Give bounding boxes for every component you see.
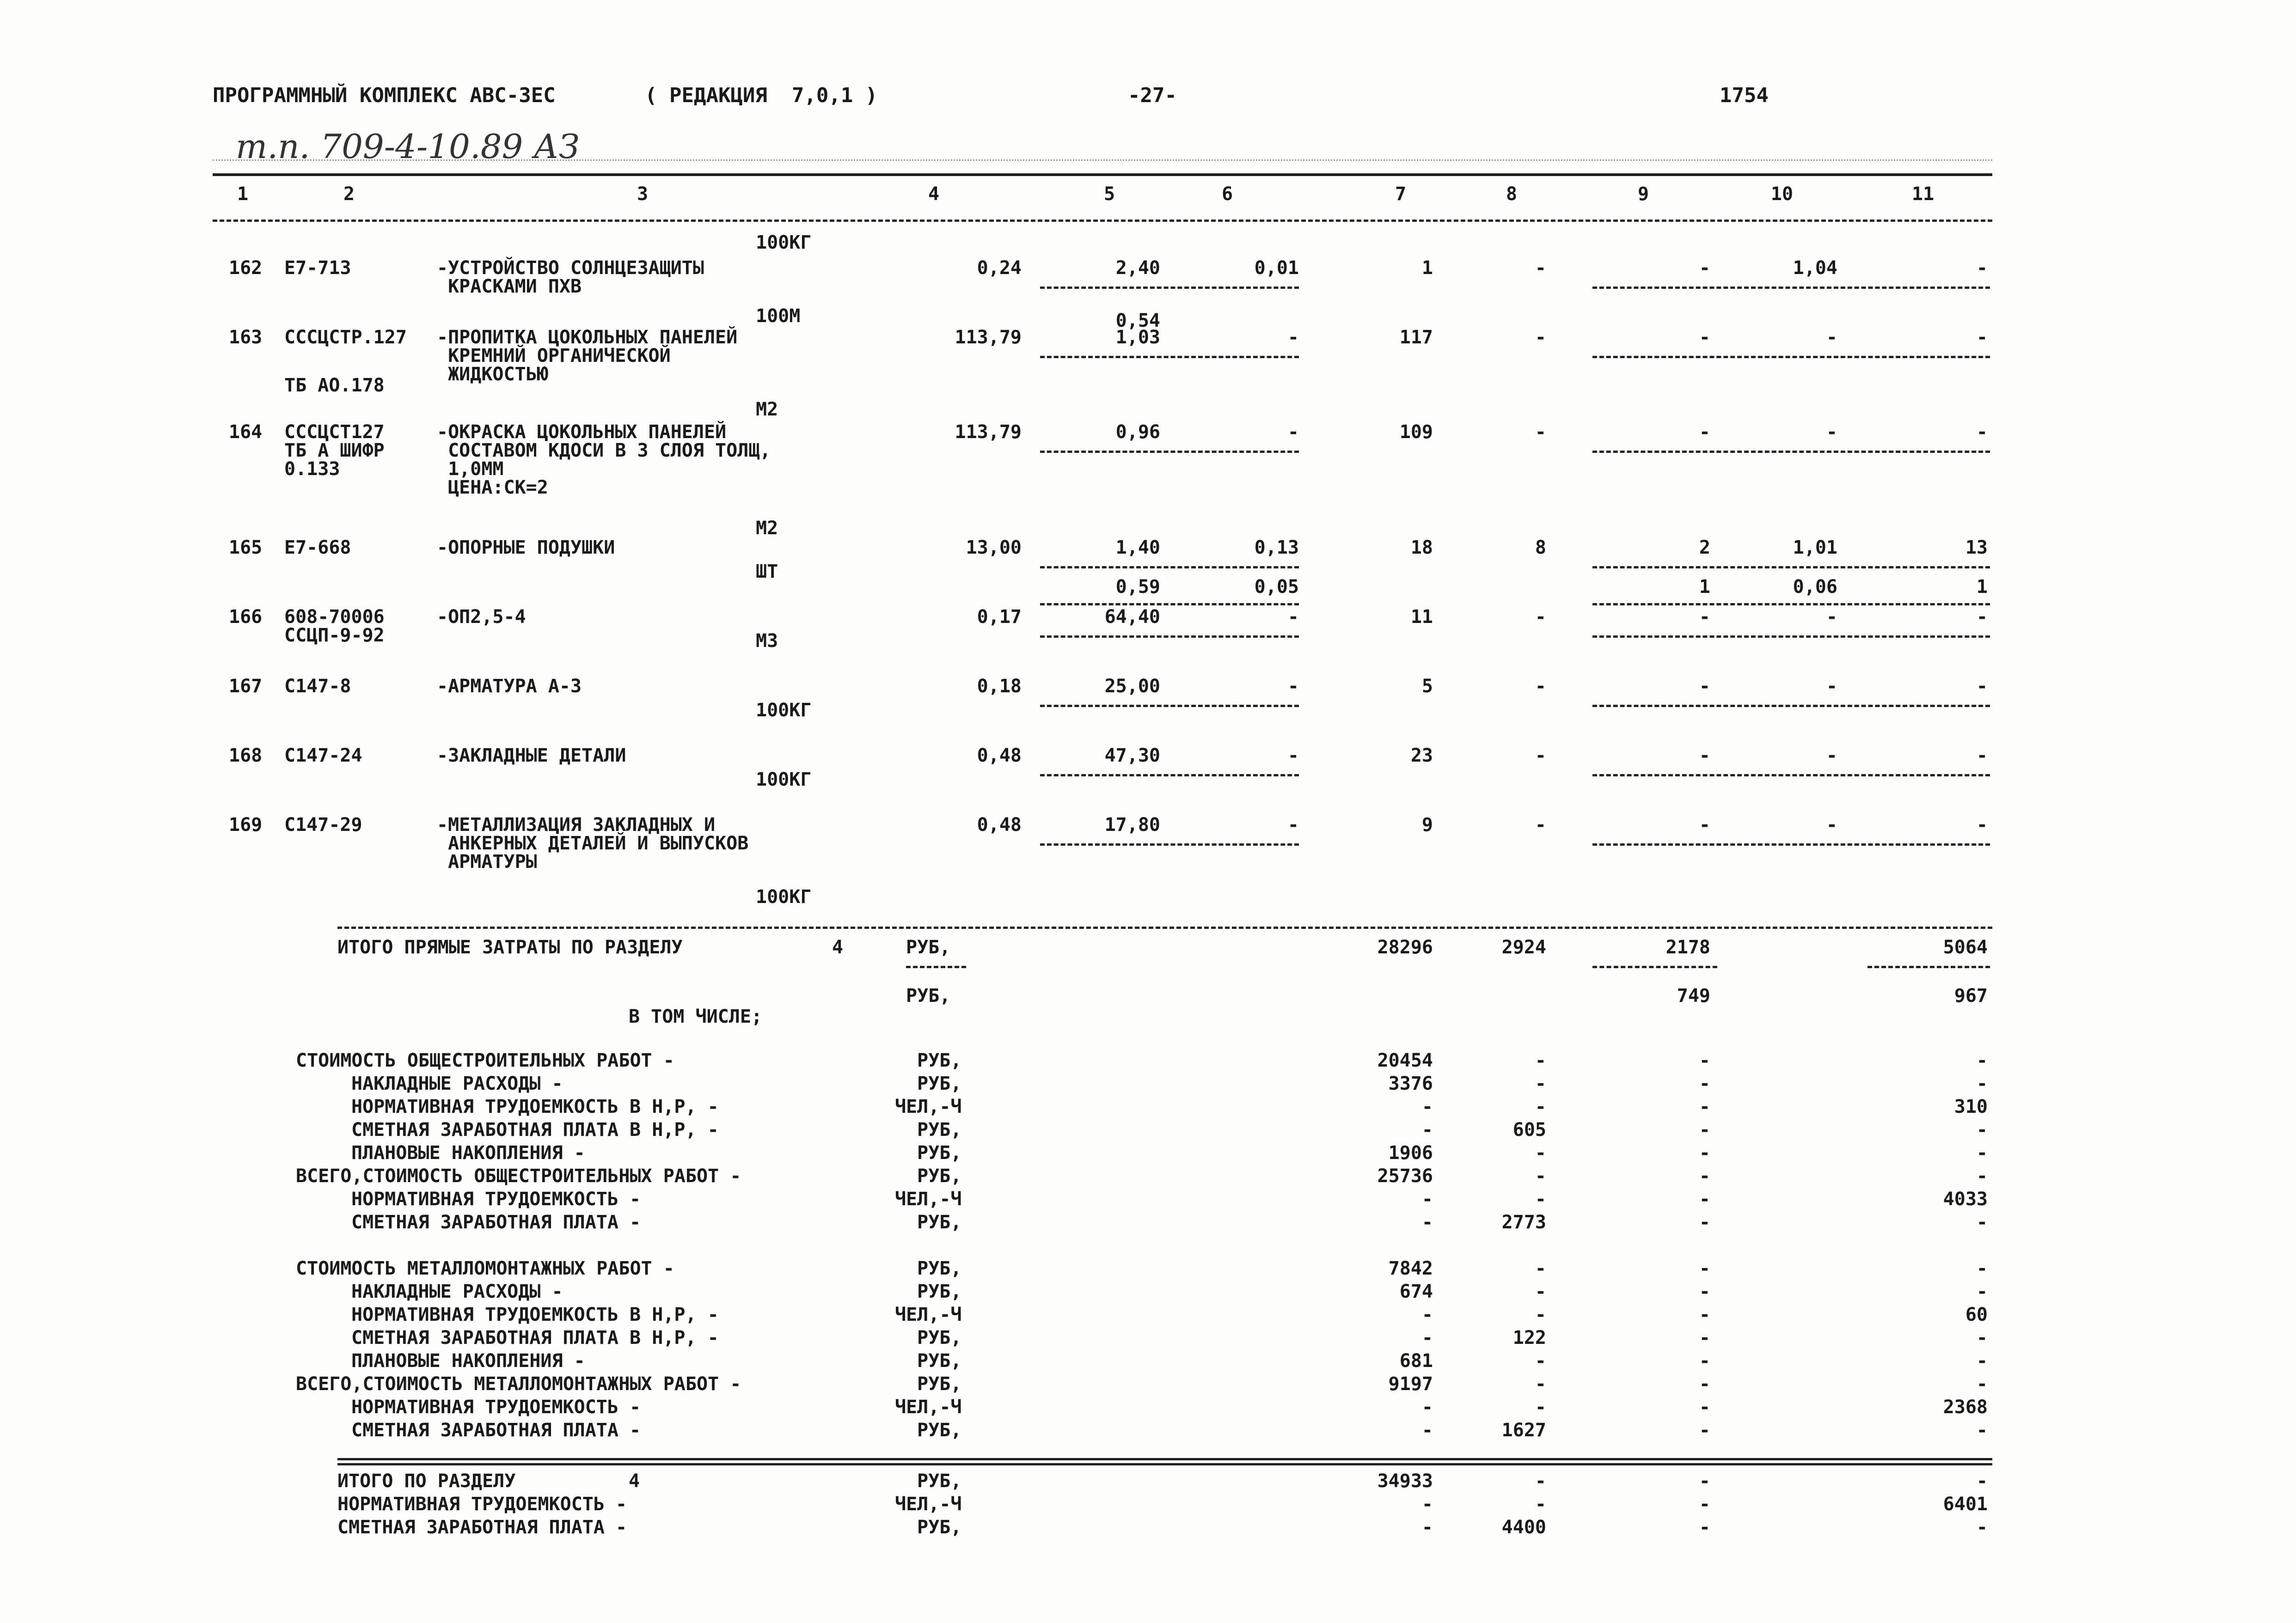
summary-7-unit: РУБ, — [917, 1212, 962, 1233]
summary-4-c7: 1906 — [1388, 1142, 1433, 1164]
final-2-c8: 4400 — [1501, 1517, 1546, 1538]
summary-6-c11: 4033 — [1943, 1189, 1988, 1210]
summary-2-c8: - — [1535, 1096, 1546, 1117]
row-164-code: СССЦСТ127 ТБ А ШИФР 0.133 — [284, 421, 385, 480]
row-163-c10: - — [1826, 327, 1837, 348]
summary-0-unit: РУБ, — [917, 1050, 962, 1071]
summary-3-unit: РУБ, — [917, 1119, 962, 1141]
row-163-code: СССЦСТР.127 — [284, 327, 407, 348]
row-162-name: -УСТРОЙСТВО СОЛНЦЕЗАЩИТЫ КРАСКАМИ ПХВ — [437, 257, 704, 297]
final-2-c7: - — [1421, 1517, 1433, 1538]
total-direct-c7: 28296 — [1377, 937, 1433, 958]
summary-2-unit: ЧЕЛ,-Ч — [895, 1096, 962, 1117]
summary-15-c11: - — [1976, 1420, 1988, 1441]
row-169-unit: 100КГ — [756, 886, 812, 908]
final-1-label: НОРМАТИВНАЯ ТРУДОЕМКОСТЬ - — [337, 1494, 627, 1515]
separator — [213, 159, 1992, 161]
final-2-label: СМЕТНАЯ ЗАРАБОТНАЯ ПЛАТА - — [337, 1517, 627, 1538]
summary-3-c11: - — [1976, 1119, 1988, 1141]
summary-5-c8: - — [1535, 1165, 1546, 1187]
row-162-c4: 0,24 — [977, 257, 1022, 279]
summary-7-c8: 2773 — [1501, 1212, 1546, 1233]
row-163-underline-a — [1040, 356, 1299, 358]
row-165-c8: 8 — [1535, 537, 1546, 558]
row-164-c9: - — [1699, 421, 1710, 443]
row-167-c11: - — [1976, 676, 1988, 697]
row-163-number: 163 — [229, 327, 263, 348]
row-169-c4: 0,48 — [977, 814, 1022, 836]
total-direct-c9: 2178 — [1665, 937, 1710, 958]
summary-13-c7: 9197 — [1388, 1373, 1433, 1395]
row-164-c6: - — [1287, 421, 1299, 443]
row-164-c4: 113,79 — [955, 421, 1022, 443]
summary-0-c7: 20454 — [1377, 1050, 1433, 1071]
summary-10-c9: - — [1699, 1304, 1710, 1325]
row-165-sub6: 0,05 — [1254, 576, 1299, 598]
summary-15-c9: - — [1699, 1420, 1710, 1441]
summary-12-c9: - — [1699, 1350, 1710, 1372]
summary-12-c8: - — [1535, 1350, 1546, 1372]
row-165-sub9: 1 — [1699, 576, 1710, 598]
row-166-c6: - — [1287, 606, 1299, 628]
row-164-underline-a — [1040, 451, 1299, 453]
final-0-c8: - — [1535, 1470, 1546, 1492]
row-163-c7: 117 — [1399, 327, 1433, 348]
row-162-c7: 1 — [1421, 257, 1433, 279]
summary-1-c7: 3376 — [1388, 1073, 1433, 1094]
column-header-7: 7 — [1395, 183, 1407, 205]
row-165-c11: 13 — [1965, 537, 1988, 558]
summary-9-c11: - — [1976, 1281, 1988, 1302]
row-165-underline-c — [1040, 603, 1299, 605]
summary-9-label: НАКЛАДНЫЕ РАСХОДЫ - — [351, 1281, 563, 1302]
row-165-underline-a — [1040, 566, 1299, 568]
summary-7-c9: - — [1699, 1212, 1710, 1233]
row-168-c9: - — [1699, 745, 1710, 766]
row-167-number: 167 — [229, 676, 263, 697]
row-167-c10: - — [1826, 676, 1837, 697]
row-167-underline-a — [1040, 705, 1299, 707]
row-168-unit: 100КГ — [756, 769, 812, 790]
row-164-c11: - — [1976, 421, 1988, 443]
final-0-unit: РУБ, — [917, 1470, 962, 1492]
row-169-c11: - — [1976, 814, 1988, 836]
row-169-c7: 9 — [1421, 814, 1433, 836]
summary-13-c8: - — [1535, 1373, 1546, 1395]
final-rule — [337, 1458, 1992, 1465]
summary-1-unit: РУБ, — [917, 1073, 962, 1094]
summary-8-c7: 7842 — [1388, 1258, 1433, 1279]
row-166-number: 166 — [229, 606, 263, 628]
row-162-c9: - — [1699, 257, 1710, 279]
summary-7-c7: - — [1421, 1212, 1433, 1233]
summary-14-unit: ЧЕЛ,-Ч — [895, 1397, 962, 1418]
final-1-unit: ЧЕЛ,-Ч — [895, 1494, 962, 1515]
row-163-unit: М2 — [756, 399, 778, 420]
summary-5-unit: РУБ, — [917, 1165, 962, 1187]
summary-9-c8: - — [1535, 1281, 1546, 1302]
summary-2-c11: 310 — [1954, 1096, 1988, 1117]
final-1-c7: - — [1421, 1494, 1433, 1515]
row-168-code: С147-24 — [284, 745, 362, 766]
summary-10-c8: - — [1535, 1304, 1546, 1325]
row-166-c7: 11 — [1410, 606, 1433, 628]
summary-3-c7: - — [1421, 1119, 1433, 1141]
total-underline-c11 — [1867, 966, 1990, 968]
summary-7-label: СМЕТНАЯ ЗАРАБОТНАЯ ПЛАТА - — [351, 1212, 641, 1233]
summary-1-label: НАКЛАДНЫЕ РАСХОДЫ - — [351, 1073, 563, 1094]
row-162-code: Е7-713 — [284, 257, 351, 279]
column-header-1: 1 — [237, 183, 249, 205]
summary-14-c8: - — [1535, 1397, 1546, 1418]
column-header-5: 5 — [1103, 183, 1115, 205]
row-163-c5: 1,03 — [1115, 327, 1160, 348]
row-168-name: -ЗАКЛАДНЫЕ ДЕТАЛИ — [437, 745, 626, 766]
column-header-8: 8 — [1506, 183, 1518, 205]
summary-13-c11: - — [1976, 1373, 1988, 1395]
summary-8-c9: - — [1699, 1258, 1710, 1279]
summary-8-label: СТОИМОСТЬ МЕТАЛЛОМОНТАЖНЫХ РАБОТ - — [296, 1258, 674, 1279]
row-169-c6: - — [1287, 814, 1299, 836]
summary-14-label: НОРМАТИВНАЯ ТРУДОЕМКОСТЬ - — [351, 1397, 641, 1418]
column-header-4: 4 — [928, 183, 940, 205]
summary-0-c9: - — [1699, 1050, 1710, 1071]
document-number: 1754 — [1720, 84, 1769, 107]
row-164-c5: 0,96 — [1115, 421, 1160, 443]
summary-11-c8: 122 — [1512, 1327, 1546, 1348]
summary-13-unit: РУБ, — [917, 1373, 962, 1395]
column-header-9: 9 — [1637, 183, 1649, 205]
total-direct-c11: 5064 — [1943, 937, 1988, 958]
summary-13-label: ВСЕГО,СТОИМОСТЬ МЕТАЛЛОМОНТАЖНЫХ РАБОТ - — [296, 1373, 741, 1395]
final-1-c9: - — [1699, 1494, 1710, 1515]
row-162-c5: 2,40 — [1115, 257, 1160, 279]
summary-11-c7: - — [1421, 1327, 1433, 1348]
summary-4-unit: РУБ, — [917, 1142, 962, 1164]
summary-11-label: СМЕТНАЯ ЗАРАБОТНАЯ ПЛАТА В Н,Р, - — [351, 1327, 719, 1348]
row-162-c11: - — [1976, 257, 1988, 279]
row-162-c8: - — [1535, 257, 1546, 279]
final-2-unit: РУБ, — [917, 1517, 962, 1538]
summary-2-label: НОРМАТИВНАЯ ТРУДОЕМКОСТЬ В Н,Р, - — [351, 1096, 719, 1117]
summary-4-c8: - — [1535, 1142, 1546, 1164]
row-168-underline-a — [1040, 774, 1299, 776]
summary-7-c11: - — [1976, 1212, 1988, 1233]
final-0-label: ИТОГО ПО РАЗДЕЛУ — [337, 1470, 516, 1492]
final-0-c7: 34933 — [1377, 1470, 1433, 1492]
row-164-c10: - — [1826, 421, 1837, 443]
row-168-c11: - — [1976, 745, 1988, 766]
row-168-c6: - — [1287, 745, 1299, 766]
unit-label: 100КГ — [756, 232, 812, 253]
total-direct-unit: РУБ, — [906, 937, 951, 958]
column-header-10: 10 — [1770, 183, 1794, 205]
final-1-c8: - — [1535, 1494, 1546, 1515]
summary-4-c11: - — [1976, 1142, 1988, 1164]
row-167-underline-b — [1592, 705, 1990, 707]
including-label: В ТОМ ЧИСЛЕ; — [629, 1006, 762, 1027]
row-166-c9: - — [1699, 606, 1710, 628]
summary-11-c9: - — [1699, 1327, 1710, 1348]
final-0-c9: - — [1699, 1470, 1710, 1492]
row-164-unit: М2 — [756, 518, 778, 539]
summary-1-c11: - — [1976, 1073, 1988, 1094]
row-166-c5: 64,40 — [1104, 606, 1160, 628]
summary-6-unit: ЧЕЛ,-Ч — [895, 1189, 962, 1210]
row-163-c8: - — [1535, 327, 1546, 348]
summary-10-c11: 60 — [1965, 1304, 1988, 1325]
summary-13-c9: - — [1699, 1373, 1710, 1395]
row-166-c11: - — [1976, 606, 1988, 628]
summary-0-c8: - — [1535, 1050, 1546, 1071]
summary-9-unit: РУБ, — [917, 1281, 962, 1302]
summary-14-c11: 2368 — [1943, 1397, 1988, 1418]
summary-8-c11: - — [1976, 1258, 1988, 1279]
final-2-c11: - — [1976, 1517, 1988, 1538]
row-162-underline-a — [1040, 287, 1299, 289]
summary-10-c7: - — [1421, 1304, 1433, 1325]
row-166-c8: - — [1535, 606, 1546, 628]
summary-15-label: СМЕТНАЯ ЗАРАБОТНАЯ ПЛАТА - — [351, 1420, 641, 1441]
row-165-name: -ОПОРНЫЕ ПОДУШКИ — [437, 537, 615, 558]
row-162-c6: 0,01 — [1254, 257, 1299, 279]
row-169-name: -МЕТАЛЛИЗАЦИЯ ЗАКЛАДНЫХ И АНКЕРНЫХ ДЕТАЛЕЙ И ВЫПУСКОВ АРМАТУРЫ — [437, 814, 749, 873]
row-165-c9: 2 — [1699, 537, 1710, 558]
summary-3-c9: - — [1699, 1119, 1710, 1141]
final-2-c9: - — [1699, 1517, 1710, 1538]
row-167-c9: - — [1699, 676, 1710, 697]
total-direct2-c9: 749 — [1677, 985, 1710, 1007]
column-header-2: 2 — [343, 183, 355, 205]
row-164-c7: 109 — [1399, 421, 1433, 443]
total-underline-unit — [906, 966, 966, 968]
total-direct-section: 4 — [832, 937, 844, 958]
program-title: ПРОГРАММНЫЙ КОМПЛЕКС АВС-3ЕС — [213, 84, 556, 107]
summary-1-c9: - — [1699, 1073, 1710, 1094]
row-165-underline-d — [1592, 603, 1990, 605]
row-169-c9: - — [1699, 814, 1710, 836]
row-167-c6: - — [1287, 676, 1299, 697]
total-direct2-c11: 967 — [1954, 985, 1988, 1007]
row-165-number: 165 — [229, 537, 263, 558]
column-header-11: 11 — [1911, 183, 1935, 205]
summary-8-c8: - — [1535, 1258, 1546, 1279]
total-underline-c9 — [1592, 966, 1717, 968]
summary-12-c11: - — [1976, 1350, 1988, 1372]
summary-6-c9: - — [1699, 1189, 1710, 1210]
summary-11-c11: - — [1976, 1327, 1988, 1348]
row-167-c5: 25,00 — [1104, 676, 1160, 697]
summary-14-c9: - — [1699, 1397, 1710, 1418]
summary-12-unit: РУБ, — [917, 1350, 962, 1372]
page-number: -27- — [1128, 84, 1177, 107]
summary-15-c8: 1627 — [1501, 1420, 1546, 1441]
summary-3-label: СМЕТНАЯ ЗАРАБОТНАЯ ПЛАТА В Н,Р, - — [351, 1119, 719, 1141]
column-header-3: 3 — [637, 183, 649, 205]
row-169-code: С147-29 — [284, 814, 362, 836]
row-165-c6: 0,13 — [1254, 537, 1299, 558]
summary-5-c7: 25736 — [1377, 1165, 1433, 1187]
summary-10-unit: ЧЕЛ,-Ч — [895, 1304, 962, 1325]
row-165-c4: 13,00 — [966, 537, 1022, 558]
row-167-c8: - — [1535, 676, 1546, 697]
row-163-c5a: 0,54 — [1115, 310, 1160, 331]
row-166-unit: М3 — [756, 630, 778, 652]
final-0-c11: - — [1976, 1470, 1988, 1492]
summary-3-c8: 605 — [1512, 1119, 1546, 1141]
row-166-code: 608-70006 ССЦП-9-92 — [284, 606, 385, 646]
final-0-section: 4 — [629, 1470, 640, 1492]
row-165-sub11: 1 — [1976, 576, 1988, 598]
summary-14-c7: - — [1421, 1397, 1433, 1418]
row-168-underline-b — [1592, 774, 1990, 776]
row-165-c5: 1,40 — [1115, 537, 1160, 558]
edition-label: ( РЕДАКЦИЯ 7,0,1 ) — [645, 84, 878, 107]
row-168-c8: - — [1535, 745, 1546, 766]
row-162-unit: 100М — [756, 305, 801, 327]
row-163-code2: ТБ АО.178 — [284, 375, 385, 396]
row-163-underline-b — [1592, 356, 1990, 358]
summary-0-label: СТОИМОСТЬ ОБЩЕСТРОИТЕЛЬНЫХ РАБОТ - — [296, 1050, 674, 1071]
summary-15-c7: - — [1421, 1420, 1433, 1441]
row-165-unit: ШТ — [756, 561, 778, 582]
row-164-name: -ОКРАСКА ЦОКОЛЬНЫХ ПАНЕЛЕЙ СОСТАВОМ КДОСИ В 3 СЛОЯ ТОЛЩ, 1,0ММ ЦЕНА:СК=2 — [437, 421, 771, 498]
row-165-sub5: 0,59 — [1115, 576, 1160, 598]
row-169-underline-a — [1040, 843, 1299, 846]
row-162-number: 162 — [229, 257, 263, 279]
row-163-c4: 113,79 — [955, 327, 1022, 348]
row-165-code: Е7-668 — [284, 537, 351, 558]
row-167-code: С147-8 — [284, 676, 351, 697]
row-166-c10: - — [1826, 606, 1837, 628]
summary-4-c9: - — [1699, 1142, 1710, 1164]
summary-5-c11: - — [1976, 1165, 1988, 1187]
row-169-number: 169 — [229, 814, 263, 836]
row-166-name: -ОП2,5-4 — [437, 606, 526, 628]
row-166-underline-b — [1592, 635, 1990, 638]
summary-5-c9: - — [1699, 1165, 1710, 1187]
row-166-underline-a — [1040, 635, 1299, 638]
row-162-c10: 1,04 — [1793, 257, 1837, 279]
summary-0-c11: - — [1976, 1050, 1988, 1071]
summary-6-label: НОРМАТИВНАЯ ТРУДОЕМКОСТЬ - — [351, 1189, 641, 1210]
column-header-6: 6 — [1221, 183, 1233, 205]
row-167-name: -АРМАТУРА А-3 — [437, 676, 582, 697]
row-169-c10: - — [1826, 814, 1837, 836]
row-168-c5: 47,30 — [1104, 745, 1160, 766]
row-169-underline-b — [1592, 843, 1990, 846]
row-164-number: 164 — [229, 421, 263, 443]
summary-2-c9: - — [1699, 1096, 1710, 1117]
final-1-c11: 6401 — [1943, 1494, 1988, 1515]
row-163-c9: - — [1699, 327, 1710, 348]
row-163-c6: - — [1287, 327, 1299, 348]
summary-11-unit: РУБ, — [917, 1327, 962, 1348]
row-163-name: -ПРОПИТКА ЦОКОЛЬНЫХ ПАНЕЛЕЙ КРЕМНИЙ ОРГАНИЧЕСКОЙ ЖИДКОСТЬЮ — [437, 327, 738, 385]
row-165-sub10: 0,06 — [1793, 576, 1837, 598]
summary-1-c8: - — [1535, 1073, 1546, 1094]
table-top-rule — [213, 173, 1992, 176]
row-165-c7: 18 — [1410, 537, 1433, 558]
row-169-c5: 17,80 — [1104, 814, 1160, 836]
summary-15-unit: РУБ, — [917, 1420, 962, 1441]
row-167-c7: 5 — [1421, 676, 1433, 697]
summary-8-unit: РУБ, — [917, 1258, 962, 1279]
row-165-c10: 1,01 — [1793, 537, 1837, 558]
total-direct-label: ИТОГО ПРЯМЫЕ ЗАТРАТЫ ПО РАЗДЕЛУ — [337, 937, 683, 958]
row-164-underline-b — [1592, 451, 1990, 453]
total-direct-c8: 2924 — [1501, 937, 1546, 958]
summary-9-c7: 674 — [1399, 1281, 1433, 1302]
summary-12-label: ПЛАНОВЫЕ НАКОПЛЕНИЯ - — [351, 1350, 585, 1372]
handwritten-reference: т.п. 709-4-10.89 АЗ — [236, 127, 580, 166]
summary-12-c7: 681 — [1399, 1350, 1433, 1372]
totals-rule — [337, 927, 1992, 929]
row-167-unit: 100КГ — [756, 700, 812, 721]
summary-2-c7: - — [1421, 1096, 1433, 1117]
summary-10-label: НОРМАТИВНАЯ ТРУДОЕМКОСТЬ В Н,Р, - — [351, 1304, 719, 1325]
summary-5-label: ВСЕГО,СТОИМОСТЬ ОБЩЕСТРОИТЕЛЬНЫХ РАБОТ - — [296, 1165, 741, 1187]
row-168-number: 168 — [229, 745, 263, 766]
column-header-rule — [213, 220, 1992, 222]
row-162-underline-b — [1592, 287, 1990, 289]
row-169-c8: - — [1535, 814, 1546, 836]
row-165-underline-b — [1592, 566, 1990, 568]
row-167-c4: 0,18 — [977, 676, 1022, 697]
total-direct2-unit: РУБ, — [906, 985, 951, 1007]
summary-4-label: ПЛАНОВЫЕ НАКОПЛЕНИЯ - — [351, 1142, 585, 1164]
row-166-c4: 0,17 — [977, 606, 1022, 628]
row-163-c11: - — [1976, 327, 1988, 348]
row-168-c4: 0,48 — [977, 745, 1022, 766]
row-168-c10: - — [1826, 745, 1837, 766]
summary-6-c7: - — [1421, 1189, 1433, 1210]
summary-9-c9: - — [1699, 1281, 1710, 1302]
summary-6-c8: - — [1535, 1189, 1546, 1210]
row-168-c7: 23 — [1410, 745, 1433, 766]
row-164-c8: - — [1535, 421, 1546, 443]
